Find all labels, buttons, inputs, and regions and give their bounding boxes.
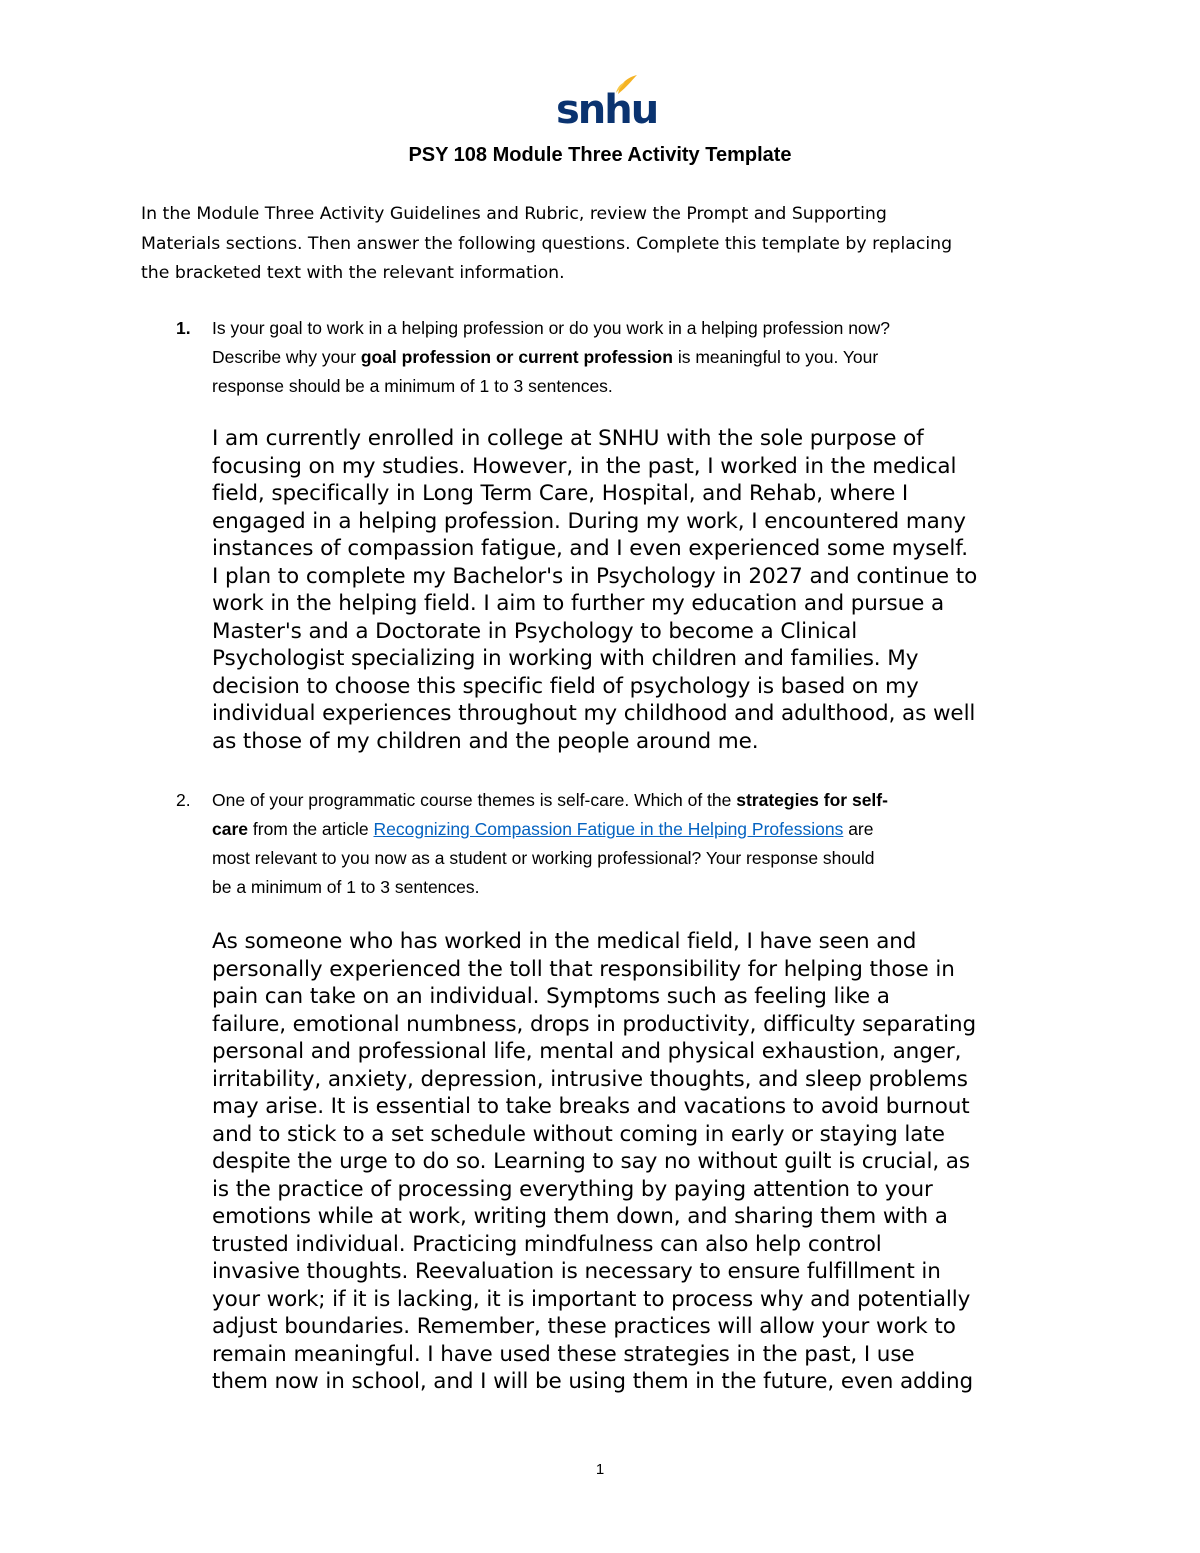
answer-line: failure, emotional numbness, drops in productivity, difficulty separating: [212, 1011, 977, 1037]
answer-line: trusted individual. Practicing mindfulness can also help control: [212, 1231, 882, 1257]
article-link[interactable]: Recognizing Compassion Fatigue in the Helping Professions: [373, 819, 844, 839]
question-number: 2.: [176, 790, 191, 810]
question-1: [141, 314, 1061, 401]
page-number: 1: [595, 1461, 605, 1478]
snhu-logo: [556, 74, 658, 134]
answer-line: decision to choose this specific field of psychology is based on my: [212, 673, 919, 699]
answer-line: remain meaningful. I have used these strategies in the past, I use: [212, 1341, 915, 1367]
question-emphasis: goal profession or current profession: [360, 347, 673, 367]
question-2: [141, 786, 1061, 902]
intro-line: In the Module Three Activity Guidelines and Rubric, review the Prompt and Supporting: [141, 204, 887, 224]
answer-line: pain can take on an individual. Symptoms such as feeling like a: [212, 984, 890, 1009]
answer-line: individual experiences throughout my childhood and adulthood, as well: [212, 701, 976, 726]
question-line: most relevant to you now as a student or working professional? Your response should: [212, 848, 875, 868]
answer-line: focusing on my studies. However, in the past, I worked in the medical: [212, 453, 957, 479]
answer-line: field, specifically in Long Term Care, Hospital, and Rehab, where I: [212, 481, 909, 506]
answer-line: instances of compassion fatigue, and I even experienced some myself.: [212, 536, 968, 561]
question-line: from the article: [248, 819, 374, 839]
answer-line: Master's and a Doctorate in Psychology to become a Clinical: [212, 618, 858, 644]
answer-line: adjust boundaries. Remember, these practices will allow your work to: [212, 1314, 956, 1339]
answer-line: work in the helping field. I aim to further my education and pursue a: [212, 591, 945, 616]
question-line: response should be a minimum of 1 to 3 sentences.: [212, 376, 613, 396]
question-text: [212, 786, 1061, 902]
answer-line: your work; if it is lacking, it is important to process why and potentially: [212, 1286, 971, 1312]
answer-line: As someone who has worked in the medical field, I have seen and: [212, 929, 917, 954]
answer-line: emotions while at work, writing them down, and sharing them with a: [212, 1204, 948, 1229]
answer-line: invasive thoughts. Reevaluation is necessary to ensure fulfillment in: [212, 1259, 941, 1284]
answer-2: [212, 928, 1072, 1396]
question-emphasis: strategies for self-: [736, 790, 888, 810]
question-line: are: [843, 819, 874, 839]
answer-line: engaged in a helping profession. During my work, I encountered many: [212, 508, 966, 534]
question-number: 1.: [176, 318, 191, 338]
answer-line: I am currently enrolled in college at SNHU with the sole purpose of: [212, 426, 924, 451]
answer-line: is the practice of processing everything by paying attention to your: [212, 1176, 933, 1202]
question-line: be a minimum of 1 to 3 sentences.: [212, 877, 480, 897]
intro-line: Materials sections. Then answer the following questions. Complete this template by replacing: [141, 233, 953, 254]
intro-paragraph: [141, 200, 1061, 289]
question-text: [212, 314, 1061, 401]
answer-line: them now in school, and I will be using them in the future, even adding: [212, 1369, 974, 1394]
logo-wordmark: snhu: [556, 87, 658, 133]
answer-line: personally experienced the toll that responsibility for helping those in: [212, 956, 955, 982]
question-emphasis: care: [212, 819, 249, 839]
intro-line: the bracketed text with the relevant information.: [141, 263, 565, 283]
answer-line: may arise. It is essential to take breaks and vacations to avoid burnout: [212, 1094, 970, 1119]
document-title: PSY 108 Module Three Activity Template: [408, 144, 792, 166]
answer-1: [212, 425, 1072, 755]
question-line: Is your goal to work in a helping profession or do you work in a helping profession now?: [212, 318, 891, 338]
question-line: One of your programmatic course themes is self-care. Which of the: [212, 790, 737, 810]
question-line: Describe why your: [212, 347, 361, 367]
answer-line: Psychologist specializing in working with children and families. My: [212, 646, 919, 671]
answer-line: despite the urge to do so. Learning to say no without guilt is crucial, as: [212, 1149, 970, 1174]
answer-line: personal and professional life, mental and physical exhaustion, anger,: [212, 1039, 962, 1064]
answer-line: and to stick to a set schedule without coming in early or staying late: [212, 1121, 945, 1147]
question-line: is meaningful to you. Your: [672, 347, 879, 367]
answer-line: I plan to complete my Bachelor's in Psychology in 2027 and continue to: [212, 563, 978, 589]
answer-line: as those of my children and the people around me.: [212, 728, 759, 754]
answer-line: irritability, anxiety, depression, intrusive thoughts, and sleep problems: [212, 1066, 968, 1092]
